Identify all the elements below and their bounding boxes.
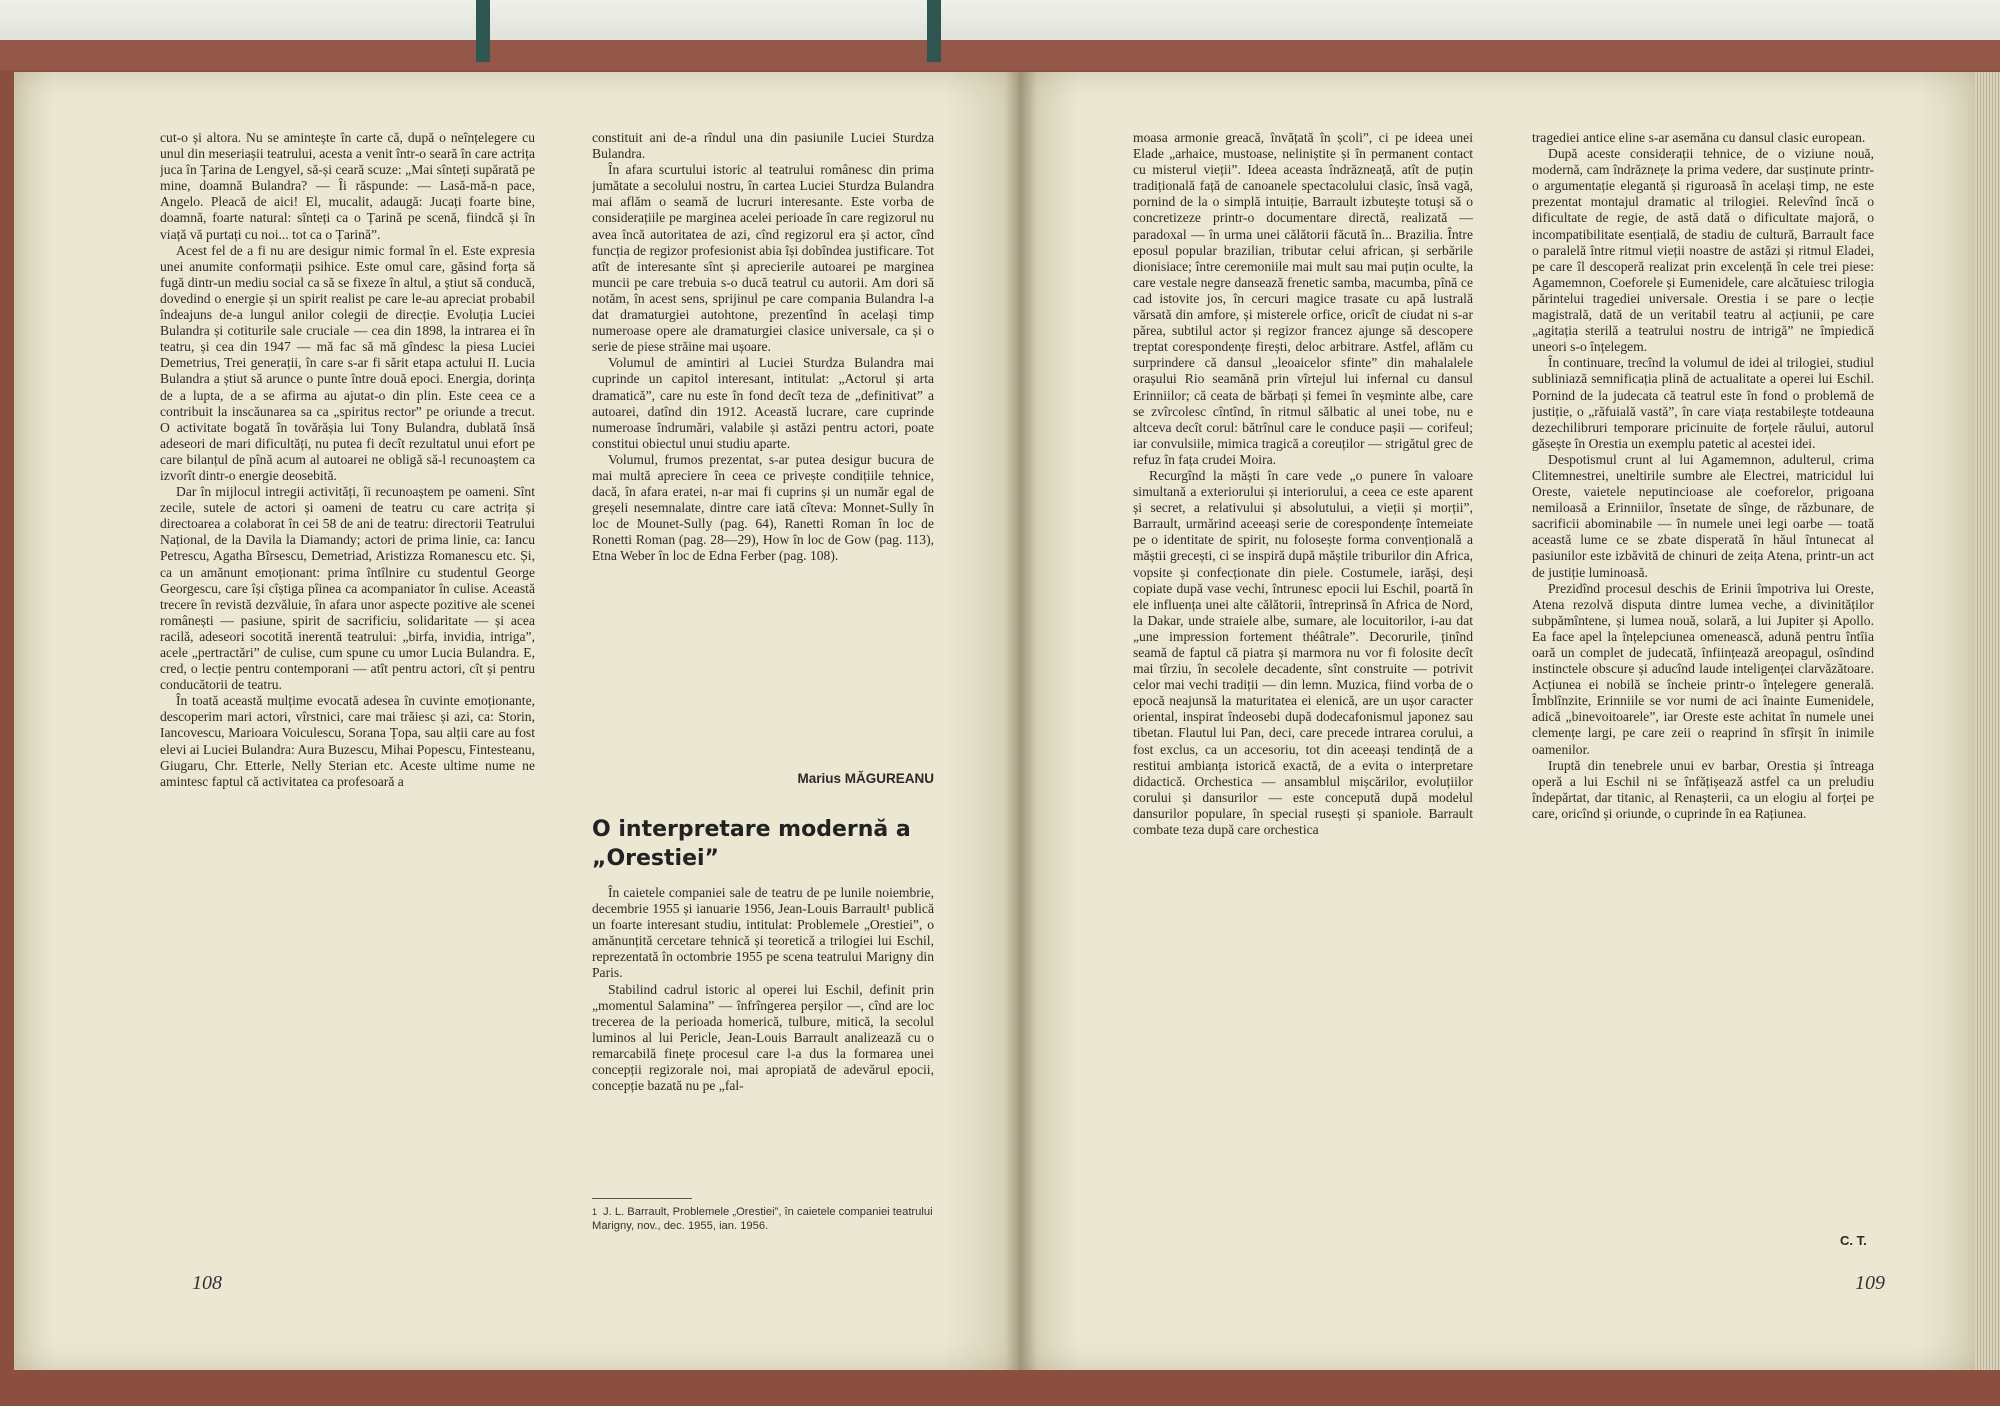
footnote-rule (592, 1198, 692, 1199)
book-spine (1005, 72, 1037, 1370)
author-signature: Marius MĂGUREANU (797, 771, 934, 786)
paragraph: cut-o și altora. Nu se amintește în carte că, după o neînțelegere cu unul din meseriașii teatrului, acesta a venit într-o seară în care actrița juca în Țarina de Lengyel, să-și ceară scuze: „Mai sînteți supărată pe mine, doamnă Bulandra? — Îi răspunde: — Lasă-mă-n pace, Angelo. Pleacă de aici! El, mucalit, adaugă: Jucați foarte bine, doamnă, foarte natural: sînteți ca o Țarină pe scenă, fiindcă și în viață vă purtați cu noi... tot ca o Țarină”. (160, 130, 535, 242)
right-column-2 (1532, 130, 1874, 1250)
paragraph: După aceste considerații tehnice, de o viziune nouă, modernă, cam îndrăznețe la prima vedere, dar susținute printr-o argumentație elegantă și riguroasă în același timp, ne este prezentat montajul dramatic al trilogiei. Relevînd încă o dificultate de regie, de astă dată o dificultate majoră, o incompatibilitate esențială, de stadiu de cultură, Barrault face o paralelă între ritmul vieții noastre de astăzi și ritmul Eladei, pe care îl descoperă realizat prin excelență în cele trei piese: Agamemnon, Coeforele și Eumenidele, care alcătuiesc trilogia părintelui tragediei universale. Orestia i se pare o lecție magistrală, dată de un veritabil teatru al acțiunii, pe care „agitația sterilă a teatrului nostru de intrigă” ne împiedică uneori s-o înțelegem. (1532, 146, 1874, 355)
footnote-text: J. L. Barrault, Problemele „Orestiei”, în caietele companiei teatrului Marigny, nov., dec. 1955, ian. 1956. (592, 1206, 933, 1233)
paragraph: Despotismul crunt al lui Agamemnon, adulterul, crima Clitemnestrei, uneltirile sumbre ale Electrei, matricidul lui Oreste, vaietele neputincioase ale coeforelor, prigoana nemiloasă a Erinniilor, însetate de sînge, de răzbunare, de sacrificii abominabile — în numele unei legi oarbe — toată această lume ce se zbate disperată în hăul întunecat al pasiunilor este izbăvită de chinuri de zeița Atena, printr-un act de justiție luminoasă. (1532, 451, 1874, 580)
paragraph: Stabilind cadrul istoric al operei lui Eschil, definit prin „momentul Salamina” — înfrîngerea perșilor —, cînd are loc trecerea de la perioada homerică, tulbure, mitică, la secolul luminos al lui Pericle, Jean-Louis Barrault analizează cu o remarcabilă finețe procesul care l-a dus la formarea unei concepții regizorale noi, mai apropiată de adevărul epocii, concepție bazată nu pe „fal- (592, 981, 934, 1094)
paragraph: În afara scurtului istoric al teatrului românesc din prima jumătate a secolului nostru, în cartea Luciei Sturdza Bulandra mai aflăm o seamă de lucruri interesante. Este vorba de considerațiile pe marginea acelei perioade în care regizorul nu avea încă autoritatea de azi, cînd regizorul era și actor, cînd funcția de regizor profesionist abia își dobîndea justificare. Tot atît de interesante sînt și aprecierile autoarei pe marginea muncii pe care trebuia s-o ducă teatrul cu autorii. Am dori să notăm, în acest sens, sprijinul pe care compania Bulandra l-a dat dramaturgiei autohtone, prezentînd în același timp numeroase opere ale dramaturgiei clasice universale, ca și o serie de piese străine mai ușoare. (592, 162, 934, 355)
author-initials: C. T. (1840, 1233, 1867, 1248)
left-column-1 (160, 130, 535, 1255)
paragraph: Volumul, frumos prezentat, s-ar putea desigur bucura de mai multă apreciere în ceea ce privește condițiile tehnice, dacă, în afara eratei, n-ar mai fi cuprins și un număr egal de greșeli nesemnalate, dintre care iată cîteva: Monnet-Sully în loc de Mounet-Sully (pag. 64), Ranetti Roman în loc de Ronetti Roman (pag. 28—29), How în loc de Gow (pag. 113), Etna Weber în loc de Edna Ferber (pag. 108). (592, 451, 934, 564)
tape-strip (476, 0, 490, 62)
paragraph: Acest fel de a fi nu are desigur nimic formal în el. Este expresia unei anumite conformații psihice. Este omul care, găsind forța să fugă dintr-un mediu social ca să se fixeze în altul, a știut să conducă, dovedind o energie și un spirit realist pe care le-au apreciat probabil îndeajuns de-a lungul anilor colegii de direcție. Evoluția Luciei Bulandra și cotiturile sale cruciale — cea din 1898, la intrarea ei în teatru, și cea din 1947 — mă fac să mă gîndesc la piesa Luciei Demetrius, Trei generații, în care s-ar fi sărit etapa actului II. Lucia Bulandra a știut să arunce o punte între două epoci. Energia, dorința de a lupta, de a se afirma au ajutat-o din plin. Este ceea ce a contribuit la inscăunarea sa ca „spiritus rector” pe oriunde a trecut. O activitate bogată în tovărășia lui Tony Bulandra, dublată însă adeseori de mari dificultăți, nu putea fi decît rezultatul unui efort pe care bilanțul de pînă acum al autoarei ne obligă să-l recunoaștem ca izvorît dintr-o energie deosebită. (160, 242, 535, 483)
paragraph: În toată această mulțime evocată adesea în cuvinte emoționante, descoperim mari actori, vîrstnici, care mai trăiesc și azi, ca: Storin, Iancovescu, Marioara Voiculescu, Sorana Țopa, sau alții care au fost elevi ai Luciei Bulandra: Aura Buzescu, Mihai Popescu, Fintesteanu, Giugaru, Chr. Etterle, Nelly Sterian etc. Aceste ultime nume ne amintesc faptul că activitatea ca profesoară a (160, 693, 535, 789)
left-column-2 (592, 130, 934, 777)
paragraph: În caietele companiei sale de teatru de pe lunile noiembrie, decembrie 1955 și ianuarie 1956, Jean-Louis Barrault¹ publică un foarte interesant studiu, intitulat: Problemele „Orestiei”, o amănunțită cercetare tehnică și teoretică a trilogiei lui Eschil, reprezentată în octombrie 1955 pe scena teatrului Marigny din Paris. (592, 885, 934, 981)
paragraph: Dar în mijlocul intregii activități, îi recunoaștem pe oameni. Sînt zecile, sutele de actori și oameni de teatru cu care actrița și directoarea a colaborat în cei 58 de ani de teatru: directorii Teatrului Național, de la Davila la Diamandy; actori de prima linie, ca: Iancu Petrescu, Agatha Bîrsescu, Demetriad, Aristizza Romanescu etc. Și, ca un amănunt emoționant: prima întîlnire cu studentul George Georgescu, care își cîștiga pîinea ca acompaniator în culise. Această trecere în revistă dezvăluie, în afara unor aspecte pozitive ale scenei românești — pasiune, spirit de sacrificiu, solidaritate — și acea racilă, adeseori socotită inerentă teatrului: „birfa, invidia, intriga”, acele „pertractări” de culise, cum spune cu umor Lucia Bulandra. E, cred, o lecție pentru contemporani — atît pentru actori, cît și pentru conducătorii de teatru. (160, 484, 535, 693)
paragraph: În continuare, trecînd la volumul de idei al trilogiei, studiul subliniază semnificația plină de actualitate a operei lui Eschil. Pornind de la judecata că teatrul este în fond o problemă de justiție, o „răfuială vastă”, în care viața restabilește totdeauna dezechilibruri temporare pricinuite de forțele răului, autorul găsește în Orestia un exemplu patetic al acestei idei. (1532, 355, 1874, 451)
binding-top-edge (0, 40, 2000, 70)
article-title: O interpretare modernă a „Orestiei” (592, 817, 911, 871)
page-number-left: 108 (192, 1272, 222, 1294)
article-intro (592, 885, 934, 1185)
page-number-right: 109 (1855, 1272, 1885, 1294)
tape-strip (927, 0, 941, 62)
right-column-1 (1133, 130, 1473, 1260)
page-edges (1975, 72, 2000, 1370)
paragraph: Recurgînd la măști în care vede „o punere în valoare simultană a exteriorului și interiorului, a ceea ce este aparent și secret, a relativului și absolutului, a vieții și morții”, Barrault, urmărind aceeași serie de corespondențe întemeiate pe o identitate de spirit, nu folosește forma convențională a măștii grecești, ci se inspiră după măștile triburilor din Africa, vopsite și confecționate din piele. Costumele, iarăși, deși copiate după vase vechi, întrunesc epocii lui Eschil, poartă în ele influența unei alte călătorii, întreprinsă în Africa de Nord, la Dakar, unde straiele albe, sumare, ale locuitorilor, i-au dat „une impression fortement théâtrale”. Decorurile, ținînd seamă de faptul că piatra și marmora nu vor fi folosite decît mai tîrziu, în secolele decadente, sînt construite — potrivit celor mai vechi tradiții — din lemn. Muzica, fiind vorba de o epocă neajunsă la maturitatea ei elenică, are un ușor caracter oriental, inspirat îndeosebi după dodecafonismul japonez sau tibetan. Flautul lui Pan, deci, care precede intrarea corului, a fost exclus, ca un accesoriu, tot din aceeași tendință de a restitui ambianța istorică exactă, de a evita o interpretare didactică. Orchestica — ansamblul mișcărilor, evoluțiilor corului și dansurilor — este concepută după modelul dansurilor populare, în special rusești și spaniole. Barrault combate teza după care orchestica (1133, 467, 1473, 838)
paragraph: Volumul de amintiri al Luciei Sturdza Bulandra mai cuprinde un capitol interesant, intitulat: „Actorul și arta dramatică”, care nu este în fond decît teza de „definitivat” a autoarei, datînd din 1912. Această lucrare, care cuprinde numeroase îndrumări, valabile și astăzi pentru actori, poate constitui obiectul unui studiu aparte. (592, 355, 934, 451)
paragraph: constituit ani de-a rîndul una din pasiunile Luciei Sturdza Bulandra. (592, 130, 934, 162)
paragraph: tragediei antice eline s-ar asemăna cu dansul clasic european. (1532, 130, 1866, 145)
footnote-mark: 1 (592, 1207, 598, 1217)
paragraph: Iruptă din tenebrele unui ev barbar, Orestia și întreaga operă a lui Eschil ni se înfățișează astfel ca un preludiu îndepărtat, dar titanic, al Renașterii, ca un elogiu al forței pe care, oricînd și oriunde, o cuprinde în ea Rațiunea. (1532, 757, 1874, 821)
paragraph: Prezidînd procesul deschis de Erinii împotriva lui Oreste, Atena rezolvă disputa dintre lumea veche, a divinităților subpămîntene, și lumea nouă, solară, a lui Jupiter și Apollo. Ea face apel la înțelepciunea omenească, adună pentru întîia oară un complet de judecată, înființează areopagul, osîndind instinctele obscure și aducînd laude inteligenței clarvăzătoare. Acțiunea ei nobilă se încheie printr-o înțelegere generală. Îmblînzite, Erinniile se vor numi de aci înainte Eumenidele, adică „binevoitoarele”, iar Oreste este achitat în numele unei clemențe largi, pe care zeii o reaprind în sfîrșit în inimile oamenilor. (1532, 580, 1874, 757)
footnote (592, 1205, 937, 1234)
paragraph: moasa armonie greacă, învățată în școli”, ci pe ideea unei Elade „arhaice, mustoase, neliniștite și în permanent contact cu misterul vieții”. Ideea aceasta îndrăzneață, atît de puțin tradițională față de canoanele spectacolului clasic, însă vagă, pornind de la o simplă intuiție, Barrault izbutește totuși să o concretizeze printr-o documentare directă, realizată — paradoxal — în urma unei călătorii făcută în... Brazilia. Între eposul popular brazilian, tributar celui african, și serbările dionisiace; între ceremoniile mai mult sau mai puțin oculte, la care vestale negre dansează frenetic samba, macumba, pînă ce cad istovite jos, în cercuri magice trasate cu apă lustrală vărsată din amfore, și misterele orfice, oricît de ciudat ni s-ar părea, subtilul actor și regizor francez ajunge să descopere treptat corespondențe firești, deloc arbitrare. Astfel, aflăm cu surprindere că dansul „leoaicelor sfinte” din mahalalele orașului Rio seamănă prin vîrtejul lui infernal cu dansul Erinniilor; că ceata de bărbați și femei în veșminte albe, care se zvîrcolesc cîntînd, în ritmul sălbatic al unei tobe, nu e altceva decît corul: bătrînul care le conduce pașii — corifeul; iar convulsiile, mimica tragică a coreuților — strigătul grec de refuz în fața crudei Moira. (1133, 130, 1473, 467)
